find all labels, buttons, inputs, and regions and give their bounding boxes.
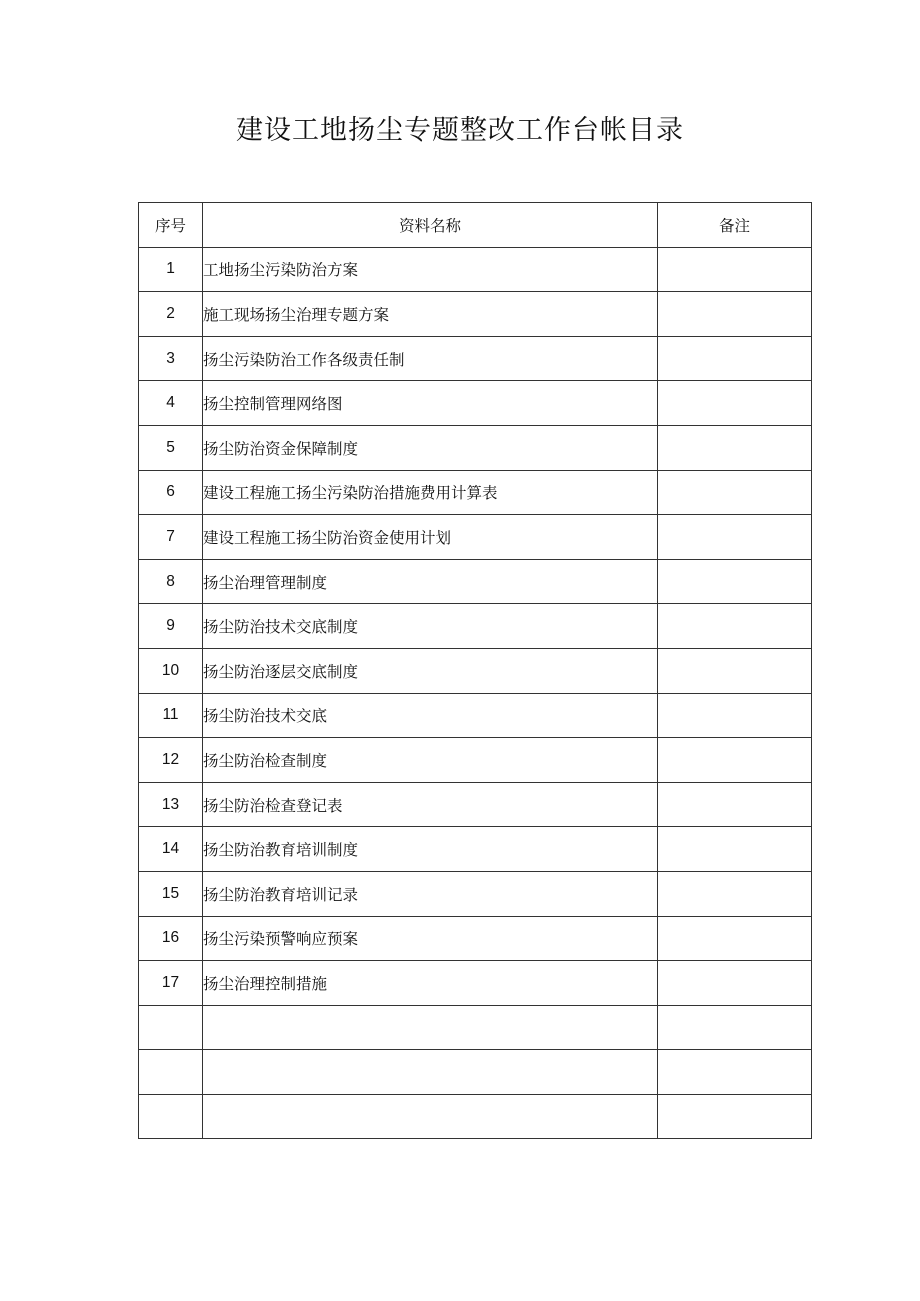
cell-no: 3 bbox=[139, 336, 203, 381]
table-row bbox=[139, 559, 812, 604]
cell-name: 扬尘防治资金保障制度 bbox=[203, 425, 658, 470]
cell-no: 1 bbox=[139, 247, 203, 292]
cell-note bbox=[658, 470, 812, 515]
cell-note bbox=[658, 871, 812, 916]
table-header-row bbox=[139, 203, 812, 248]
cell-name: 扬尘防治技术交底 bbox=[203, 693, 658, 738]
cell-name: 扬尘污染预警响应预案 bbox=[203, 916, 658, 961]
table-row bbox=[139, 425, 812, 470]
cell-name: 扬尘防治教育培训记录 bbox=[203, 871, 658, 916]
cell-note bbox=[658, 247, 812, 292]
header-note: 备注 bbox=[658, 203, 812, 248]
cell-note bbox=[658, 782, 812, 827]
cell-note bbox=[658, 425, 812, 470]
cell-name: 扬尘治理控制措施 bbox=[203, 961, 658, 1006]
cell-note bbox=[658, 693, 812, 738]
cell-no: 5 bbox=[139, 425, 203, 470]
cell-no: 11 bbox=[139, 693, 203, 738]
cell-note bbox=[658, 604, 812, 649]
cell-name bbox=[203, 1005, 658, 1050]
cell-no bbox=[139, 1005, 203, 1050]
cell-note bbox=[658, 827, 812, 872]
cell-no: 12 bbox=[139, 738, 203, 783]
cell-note bbox=[658, 1005, 812, 1050]
cell-no: 9 bbox=[139, 604, 203, 649]
cell-name: 扬尘防治检查登记表 bbox=[203, 782, 658, 827]
cell-no: 14 bbox=[139, 827, 203, 872]
cell-name: 扬尘防治检查制度 bbox=[203, 738, 658, 783]
table-row bbox=[139, 336, 812, 381]
table-row bbox=[139, 247, 812, 292]
table-row bbox=[139, 693, 812, 738]
cell-no: 2 bbox=[139, 292, 203, 337]
cell-no: 15 bbox=[139, 871, 203, 916]
cell-note bbox=[658, 1094, 812, 1139]
cell-no: 13 bbox=[139, 782, 203, 827]
cell-name: 扬尘防治逐层交底制度 bbox=[203, 648, 658, 693]
cell-name: 建设工程施工扬尘防治资金使用计划 bbox=[203, 515, 658, 560]
header-name: 资料名称 bbox=[203, 203, 658, 248]
cell-no: 4 bbox=[139, 381, 203, 426]
cell-note bbox=[658, 1050, 812, 1095]
cell-name: 扬尘防治教育培训制度 bbox=[203, 827, 658, 872]
cell-no: 16 bbox=[139, 916, 203, 961]
cell-no: 7 bbox=[139, 515, 203, 560]
cell-note bbox=[658, 336, 812, 381]
table-row bbox=[139, 916, 812, 961]
cell-note bbox=[658, 381, 812, 426]
table-row bbox=[139, 738, 812, 783]
cell-note bbox=[658, 292, 812, 337]
cell-note bbox=[658, 648, 812, 693]
table-row bbox=[139, 871, 812, 916]
cell-note bbox=[658, 738, 812, 783]
cell-no: 10 bbox=[139, 648, 203, 693]
cell-name bbox=[203, 1050, 658, 1095]
cell-no: 6 bbox=[139, 470, 203, 515]
table-row bbox=[139, 604, 812, 649]
cell-note bbox=[658, 916, 812, 961]
table-row bbox=[139, 827, 812, 872]
page-title: 建设工地扬尘专题整改工作台帐目录 bbox=[236, 115, 684, 146]
table-row bbox=[139, 961, 812, 1006]
table-row bbox=[139, 381, 812, 426]
table-row bbox=[139, 1094, 812, 1139]
cell-note bbox=[658, 515, 812, 560]
cell-no bbox=[139, 1050, 203, 1095]
cell-no: 17 bbox=[139, 961, 203, 1006]
table-row bbox=[139, 648, 812, 693]
cell-note bbox=[658, 961, 812, 1006]
cell-name: 建设工程施工扬尘污染防治措施费用计算表 bbox=[203, 470, 658, 515]
table-row bbox=[139, 515, 812, 560]
table-row bbox=[139, 1005, 812, 1050]
cell-name: 扬尘控制管理网络图 bbox=[203, 381, 658, 426]
header-no: 序号 bbox=[139, 203, 203, 248]
cell-name: 扬尘防治技术交底制度 bbox=[203, 604, 658, 649]
catalog-table bbox=[138, 202, 812, 1139]
cell-no bbox=[139, 1094, 203, 1139]
table-row bbox=[139, 1050, 812, 1095]
cell-name: 扬尘治理管理制度 bbox=[203, 559, 658, 604]
cell-name: 扬尘污染防治工作各级责任制 bbox=[203, 336, 658, 381]
cell-no: 8 bbox=[139, 559, 203, 604]
cell-name bbox=[203, 1094, 658, 1139]
table-row bbox=[139, 292, 812, 337]
table-row bbox=[139, 470, 812, 515]
cell-name: 施工现场扬尘治理专题方案 bbox=[203, 292, 658, 337]
table-row bbox=[139, 782, 812, 827]
cell-name: 工地扬尘污染防治方案 bbox=[203, 247, 658, 292]
cell-note bbox=[658, 559, 812, 604]
